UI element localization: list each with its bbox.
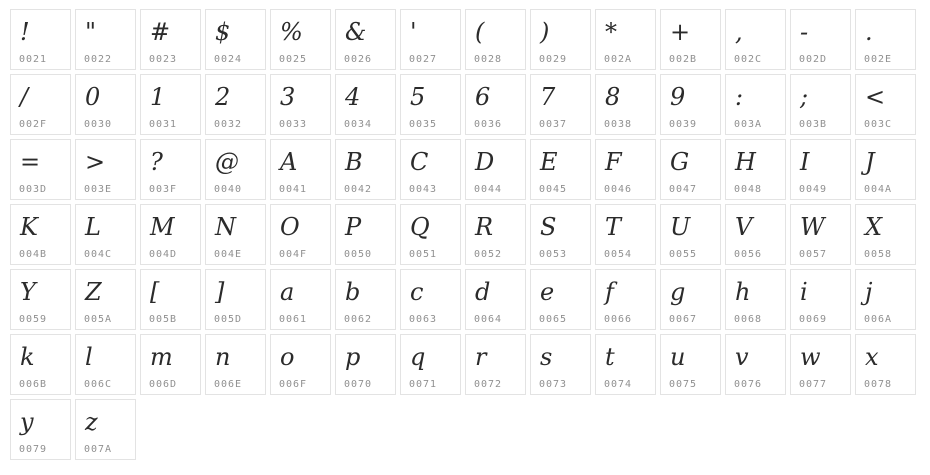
glyph: N <box>215 213 236 241</box>
glyph: f <box>605 278 614 306</box>
glyph-code-label: 003C <box>864 119 893 130</box>
glyph: l <box>85 343 93 371</box>
glyph: b <box>345 278 361 306</box>
glyph: M <box>150 213 175 241</box>
glyph: S <box>540 213 557 241</box>
glyph-cell <box>270 74 331 135</box>
glyph: p <box>345 343 361 371</box>
glyph-cell <box>140 9 201 70</box>
glyph-code-label: 006F <box>279 379 308 390</box>
glyph-cell <box>855 269 916 330</box>
glyph: L <box>85 213 101 241</box>
glyph: I <box>800 148 810 176</box>
glyph-cell <box>140 204 201 265</box>
glyph: H <box>735 148 756 176</box>
glyph-cell <box>725 9 786 70</box>
glyph-cell <box>660 9 721 70</box>
glyph-code-label: 002D <box>799 54 828 65</box>
glyph: t <box>605 343 615 371</box>
glyph-cell <box>400 204 461 265</box>
glyph-code-label: 0042 <box>344 184 373 195</box>
glyph-cell <box>75 9 136 70</box>
glyph-cell <box>725 139 786 200</box>
glyph: - <box>800 18 809 46</box>
glyph-cell <box>270 204 331 265</box>
glyph-cell <box>790 139 851 200</box>
glyph: d <box>475 278 491 306</box>
glyph-cell <box>595 334 656 395</box>
glyph: T <box>605 213 622 241</box>
glyph-code-label: 006C <box>84 379 113 390</box>
glyph-code-label: 0041 <box>279 184 308 195</box>
glyph-cell <box>725 269 786 330</box>
glyph: 9 <box>670 83 686 111</box>
glyph-code-label: 004A <box>864 184 893 195</box>
glyph-cell <box>205 74 266 135</box>
glyph-code-label: 0079 <box>19 444 48 455</box>
glyph-cell <box>530 269 591 330</box>
glyph: ! <box>20 18 30 46</box>
glyph-cell <box>465 269 526 330</box>
glyph-code-label: 003F <box>149 184 178 195</box>
glyph-code-label: 0073 <box>539 379 568 390</box>
glyph-cell <box>10 74 71 135</box>
glyph-cell <box>595 204 656 265</box>
glyph-code-label: 0069 <box>799 314 828 325</box>
glyph-cell <box>10 139 71 200</box>
glyph-cell <box>400 334 461 395</box>
glyph-cell <box>855 74 916 135</box>
glyph: G <box>670 148 690 176</box>
glyph-code-label: 0075 <box>669 379 698 390</box>
glyph-code-label: 0067 <box>669 314 698 325</box>
glyph-cell <box>790 74 851 135</box>
glyph: E <box>540 148 558 176</box>
glyph-cell <box>725 74 786 135</box>
glyph-cell <box>790 9 851 70</box>
glyph-code-label: 0057 <box>799 249 828 260</box>
glyph-cell <box>465 204 526 265</box>
glyph-cell <box>660 74 721 135</box>
glyph-code-label: 0027 <box>409 54 438 65</box>
glyph: ? <box>150 148 163 176</box>
glyph: 3 <box>280 83 296 111</box>
glyph-code-label: 0046 <box>604 184 633 195</box>
glyph-code-label: 0054 <box>604 249 633 260</box>
glyph-code-label: 0063 <box>409 314 438 325</box>
glyph: i <box>800 278 808 306</box>
glyph: j <box>865 278 873 306</box>
glyph-cell <box>10 9 71 70</box>
glyph-cell <box>790 334 851 395</box>
glyph: h <box>735 278 751 306</box>
glyph-cell <box>855 9 916 70</box>
glyph-cell <box>855 204 916 265</box>
glyph-code-label: 0050 <box>344 249 373 260</box>
glyph-cell <box>530 9 591 70</box>
glyph-cell <box>465 9 526 70</box>
glyph-code-label: 0038 <box>604 119 633 130</box>
glyph-cell <box>725 204 786 265</box>
glyph-code-label: 0064 <box>474 314 503 325</box>
glyph-code-label: 0078 <box>864 379 893 390</box>
glyph-cell <box>530 334 591 395</box>
glyph: x <box>865 343 879 371</box>
glyph: < <box>865 83 886 111</box>
glyph-cell <box>790 269 851 330</box>
glyph-code-label: 0040 <box>214 184 243 195</box>
glyph-cell <box>205 204 266 265</box>
glyph-cell <box>335 74 396 135</box>
glyph-code-label: 004F <box>279 249 308 260</box>
glyph-code-label: 0072 <box>474 379 503 390</box>
glyph-cell <box>595 269 656 330</box>
glyph-code-label: 0032 <box>214 119 243 130</box>
glyph-code-label: 0061 <box>279 314 308 325</box>
glyph-cell <box>400 269 461 330</box>
glyph-cell <box>270 269 331 330</box>
glyph: # <box>150 18 171 46</box>
glyph: Q <box>410 213 430 241</box>
glyph-code-label: 0049 <box>799 184 828 195</box>
glyph-cell <box>75 269 136 330</box>
glyph: 1 <box>150 83 166 111</box>
glyph: & <box>345 18 367 46</box>
glyph-cell <box>465 74 526 135</box>
glyph-cell <box>855 139 916 200</box>
glyph-cell <box>790 204 851 265</box>
glyph-code-label: 0036 <box>474 119 503 130</box>
glyph-cell <box>595 139 656 200</box>
glyph: W <box>800 213 825 241</box>
glyph: v <box>735 343 749 371</box>
glyph-code-label: 0044 <box>474 184 503 195</box>
glyph-cell <box>10 399 71 460</box>
glyph: 4 <box>345 83 361 111</box>
glyph-code-label: 005D <box>214 314 243 325</box>
glyph: * <box>605 18 617 46</box>
glyph: s <box>540 343 553 371</box>
glyph: 8 <box>605 83 621 111</box>
glyph-code-label: 003B <box>799 119 828 130</box>
glyph-cell <box>530 139 591 200</box>
glyph-code-label: 0031 <box>149 119 178 130</box>
glyph: ( <box>475 18 485 46</box>
glyph-code-label: 0043 <box>409 184 438 195</box>
glyph-code-label: 005B <box>149 314 178 325</box>
glyph-code-label: 0021 <box>19 54 48 65</box>
glyph-code-label: 007A <box>84 444 113 455</box>
glyph-cell <box>335 9 396 70</box>
glyph: 2 <box>215 83 231 111</box>
glyph-code-label: 0047 <box>669 184 698 195</box>
glyph: @ <box>215 148 239 176</box>
glyph-cell <box>400 139 461 200</box>
glyph-cell <box>270 139 331 200</box>
glyph-cell <box>75 74 136 135</box>
glyph-code-label: 006A <box>864 314 893 325</box>
glyph: r <box>475 343 487 371</box>
glyph-code-label: 0025 <box>279 54 308 65</box>
glyph-cell <box>530 204 591 265</box>
glyph-code-label: 0022 <box>84 54 113 65</box>
glyph-cell <box>855 334 916 395</box>
glyph-code-label: 0053 <box>539 249 568 260</box>
glyph: V <box>735 213 753 241</box>
glyph-code-label: 0059 <box>19 314 48 325</box>
glyph-code-label: 004C <box>84 249 113 260</box>
glyph-code-label: 003E <box>84 184 113 195</box>
glyph-code-label: 0068 <box>734 314 763 325</box>
glyph: B <box>345 148 363 176</box>
glyph: 7 <box>540 83 556 111</box>
glyph: 6 <box>475 83 491 111</box>
glyph-cell <box>75 399 136 460</box>
glyph: [ <box>150 278 160 306</box>
glyph-cell <box>335 269 396 330</box>
glyph: g <box>670 278 686 306</box>
glyph-cell <box>660 139 721 200</box>
glyph: c <box>410 278 424 306</box>
glyph-cell <box>400 74 461 135</box>
glyph-cell <box>205 269 266 330</box>
glyph-code-label: 0039 <box>669 119 698 130</box>
glyph-cell <box>10 204 71 265</box>
glyph: ' <box>410 18 417 46</box>
glyph-cell <box>75 334 136 395</box>
glyph-code-label: 0023 <box>149 54 178 65</box>
glyph: Z <box>85 278 102 306</box>
glyph-code-label: 0071 <box>409 379 438 390</box>
glyph: + <box>670 18 691 46</box>
glyph: K <box>20 213 38 241</box>
glyph-code-label: 0037 <box>539 119 568 130</box>
glyph: ) <box>540 18 550 46</box>
glyph: U <box>670 213 691 241</box>
glyph: w <box>800 343 821 371</box>
glyph-code-label: 0065 <box>539 314 568 325</box>
glyph-cell <box>140 334 201 395</box>
glyph: D <box>475 148 495 176</box>
glyph-cell <box>660 334 721 395</box>
glyph-code-label: 003D <box>19 184 48 195</box>
glyph-code-label: 0074 <box>604 379 633 390</box>
glyph-code-label: 0077 <box>799 379 828 390</box>
glyph: q <box>410 343 426 371</box>
glyph-code-label: 0045 <box>539 184 568 195</box>
glyph: ; <box>800 83 809 111</box>
glyph-code-label: 004B <box>19 249 48 260</box>
glyph: C <box>410 148 429 176</box>
glyph: Y <box>20 278 36 306</box>
glyph-code-label: 002A <box>604 54 633 65</box>
glyph-code-label: 006B <box>19 379 48 390</box>
glyph: F <box>605 148 622 176</box>
glyph-cell <box>400 9 461 70</box>
glyph-code-label: 0055 <box>669 249 698 260</box>
glyph-code-label: 002F <box>19 119 48 130</box>
glyph-code-label: 0051 <box>409 249 438 260</box>
glyph-cell <box>75 204 136 265</box>
glyph: ] <box>215 278 225 306</box>
glyph-code-label: 004E <box>214 249 243 260</box>
glyph-cell <box>335 204 396 265</box>
glyph-code-label: 0030 <box>84 119 113 130</box>
glyph: A <box>280 148 298 176</box>
glyph-code-label: 002C <box>734 54 763 65</box>
glyph-code-label: 0048 <box>734 184 763 195</box>
glyph-code-label: 0062 <box>344 314 373 325</box>
glyph: " <box>85 18 97 46</box>
glyph-code-label: 0070 <box>344 379 373 390</box>
glyph-cell <box>335 139 396 200</box>
glyph-cell <box>465 139 526 200</box>
glyph: : <box>735 83 744 111</box>
glyph-cell <box>205 9 266 70</box>
glyph: . <box>865 18 873 46</box>
glyph-code-label: 005A <box>84 314 113 325</box>
glyph: J <box>865 148 875 176</box>
glyph-cell <box>595 74 656 135</box>
glyph-cell <box>75 139 136 200</box>
glyph: y <box>20 408 34 436</box>
glyph: > <box>85 148 106 176</box>
glyph-cell <box>465 334 526 395</box>
glyph: n <box>215 343 231 371</box>
glyph-code-label: 003A <box>734 119 763 130</box>
glyph: $ <box>215 18 231 46</box>
glyph: X <box>865 213 883 241</box>
glyph-code-label: 002B <box>669 54 698 65</box>
glyph-cell <box>270 9 331 70</box>
glyph-cell <box>140 74 201 135</box>
glyph: e <box>540 278 555 306</box>
glyph: R <box>475 213 494 241</box>
glyph: P <box>345 213 362 241</box>
glyph-cell <box>660 204 721 265</box>
glyph-cell <box>205 139 266 200</box>
glyph-cell <box>660 269 721 330</box>
glyph-cell <box>10 269 71 330</box>
glyph: u <box>670 343 686 371</box>
glyph: / <box>20 83 29 111</box>
glyph: m <box>150 343 173 371</box>
glyph-cell <box>335 334 396 395</box>
glyph-code-label: 0035 <box>409 119 438 130</box>
glyph-cell <box>10 334 71 395</box>
glyph-code-label: 0033 <box>279 119 308 130</box>
glyph-code-label: 0026 <box>344 54 373 65</box>
glyph: , <box>735 18 743 46</box>
glyph: o <box>280 343 295 371</box>
glyph: % <box>280 18 303 46</box>
glyph-code-label: 0058 <box>864 249 893 260</box>
glyph-code-label: 006D <box>149 379 178 390</box>
glyph: k <box>20 343 35 371</box>
glyph-cell <box>530 74 591 135</box>
glyph-code-label: 0028 <box>474 54 503 65</box>
glyph-cell <box>205 334 266 395</box>
glyph-code-label: 002E <box>864 54 893 65</box>
glyph: = <box>20 148 41 176</box>
glyph: 5 <box>410 83 426 111</box>
glyph: 0 <box>85 83 101 111</box>
glyph-cell <box>140 269 201 330</box>
glyph-code-label: 004D <box>149 249 178 260</box>
glyph-code-label: 0029 <box>539 54 568 65</box>
glyph: a <box>280 278 295 306</box>
glyph-cell <box>725 334 786 395</box>
glyph-code-label: 006E <box>214 379 243 390</box>
glyph-code-label: 0052 <box>474 249 503 260</box>
glyph-cell <box>270 334 331 395</box>
glyph-code-label: 0024 <box>214 54 243 65</box>
glyph-code-label: 0066 <box>604 314 633 325</box>
glyph-cell <box>140 139 201 200</box>
glyph: z <box>85 408 98 436</box>
glyph-code-label: 0076 <box>734 379 763 390</box>
glyph: O <box>280 213 300 241</box>
glyph-cell <box>595 9 656 70</box>
glyph-code-label: 0056 <box>734 249 763 260</box>
glyph-code-label: 0034 <box>344 119 373 130</box>
